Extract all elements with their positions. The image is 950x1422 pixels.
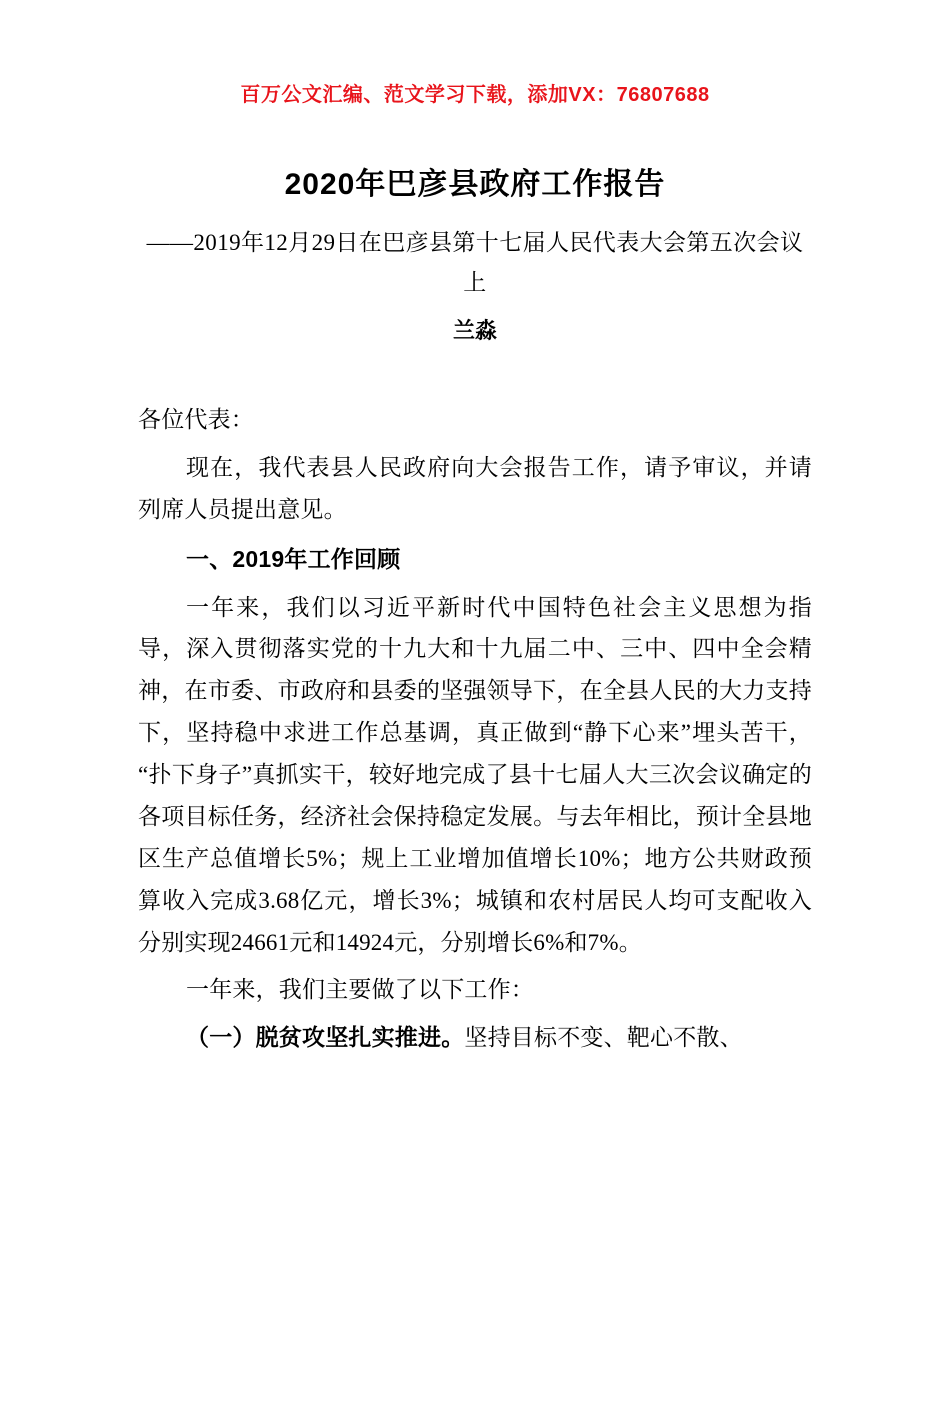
- document-body: [138, 399, 812, 1059]
- subsection-rest-text: 坚持目标不变、靶心不散、: [464, 1025, 743, 1051]
- section-heading-1: 一、2019年工作回顾: [186, 545, 401, 572]
- page-title: 2020年巴彦县政府工作报告: [284, 168, 666, 201]
- document-page: [0, 78, 950, 1422]
- review-paragraph-1: 一年来，我们以习近平新时代中国特色社会主义思想为指导，深入贯彻落实党的十九大和十九届二中、三中、四中全会精神，在市委、市政府和县委的坚强领导下，在全县人民的大力支持下，坚持稳中求进工作总基调，真正做到“静下心来”埋头苦干，“扑下身子”真抓实干，较好地完成了县十七届人大三次会议确定的各项目标任务，经济社会保持稳定发展。与去年相比，预计全县地区生产总值增长5%；规上工业增加值增长10%；地方公共财政预算收入完成3.68亿元，增长3%；城镇和农村居民人均可支配收入分别实现24661元和14924元，分别增长6%和7%。: [138, 594, 812, 955]
- salutation: 各位代表：: [138, 407, 254, 433]
- subsection-paragraph-1: [138, 1017, 812, 1059]
- review-paragraph-2: 一年来，我们主要做了以下工作：: [186, 977, 534, 1003]
- document-subtitle: ——2019年12月29日在巴彦县第十七届人民代表大会第五次会议上: [146, 230, 804, 295]
- opening-paragraph: 现在，我代表县人民政府向大会报告工作，请予审议，并请列席人员提出意见。: [138, 455, 812, 522]
- subsection-bold-lead: （一）脱贫攻坚扎实推进。: [186, 1024, 465, 1051]
- watermark-banner: 百万公文汇编、范文学习下载，添加VX：76807688: [240, 84, 710, 106]
- document-author: 兰淼: [452, 318, 497, 344]
